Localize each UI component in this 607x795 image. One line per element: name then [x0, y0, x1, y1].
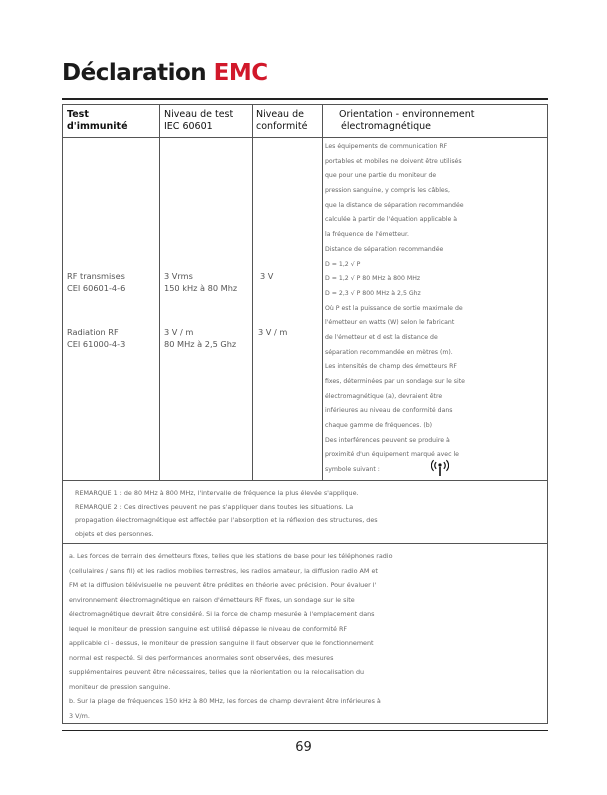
orientation-line: l'émetteur en watts (W) selon le fabricant [325, 319, 455, 327]
page-number: 69 [295, 740, 312, 755]
footnote-line: FM et la diffusion télévisuelle ne peuvent être prédites en théorie avec précision. Pour évaluer l' [69, 581, 377, 589]
footnote-line: électromagnétique devrait être considéré. Si la force de champ mesurée à l'emplacement dans [69, 610, 375, 618]
rf-radiated-name: Radiation RF CEI 61000-4-3 [67, 327, 126, 350]
orientation-line: la fréquence de l'émetteur. [325, 231, 409, 239]
col-divider-3 [322, 105, 323, 480]
orientation-line: pression sanguine, y compris les câbles, [325, 187, 450, 195]
footnote-line: a. Les forces de terrain des émetteurs fixes, telles que les stations de base pour les téléphones radio [69, 552, 393, 560]
footnote-line: environnement électromagnétique en raison d'émetteurs RF fixes, un sondage sur le site [69, 595, 355, 604]
orientation-line: que pour une partie du moniteur de [325, 172, 437, 180]
header-divider [63, 137, 547, 138]
orientation-line: de l'émetteur et d est la distance de [325, 333, 438, 341]
header-compliance-level: Niveau de conformité [256, 109, 308, 132]
orientation-line: fixes, déterminées par un sondage sur le site [325, 378, 465, 385]
note-line: REMARQUE 2 : Ces directives peuvent ne pas s'appliquer dans toutes les situations. La [75, 502, 354, 511]
footnote-line: supplémentaires peuvent être nécessaires, telles que la réorientation ou la relocalisation du [69, 668, 365, 676]
rf-radiated-compliance: 3 V / m [258, 327, 288, 337]
title-rule [62, 98, 548, 100]
orientation-line: proximité d'un équipement marqué avec le [325, 451, 459, 459]
footnote-line: normal est respecté. Si des performances anormales sont observées, des mesures [69, 653, 334, 662]
header-orientation: Orientation - environnement électromagnétique [339, 109, 475, 132]
orientation-line: chaque gamme de fréquences. (b) [325, 422, 433, 430]
orientation-line: D = 1,2 √ P 80 MHz à 800 MHz [325, 275, 421, 283]
footer-rule [62, 730, 548, 731]
orientation-line: Distance de séparation recommandée [325, 245, 444, 253]
footnote-line: moniteur de pression sanguine. [69, 682, 171, 691]
header-test-level: Niveau de test IEC 60601 [164, 109, 234, 132]
rf-conducted-name: RF transmises CEI 60601-4-6 [67, 271, 126, 294]
emc-table [62, 104, 548, 724]
orientation-line: Les intensités de champ des émetteurs RF [325, 363, 457, 371]
orientation-line: D = 2,3 √ P 800 MHz à 2,5 Ghz [325, 289, 421, 297]
orientation-line: séparation recommandée en mètres (m). [325, 348, 453, 356]
title-main: Déclaration [62, 60, 214, 86]
orientation-line: symbole suivant : [325, 466, 380, 474]
col-divider-2 [252, 105, 253, 480]
footnote-line: 3 V/m. [69, 711, 90, 720]
page-title [62, 60, 268, 86]
table-footnotes [69, 549, 393, 723]
rf-conducted-compliance: 3 V [260, 271, 274, 281]
footnote-line: b. Sur la plage de fréquences 150 kHz à 80 MHz, les forces de champ devraient être inférieures à [69, 697, 381, 705]
footnote-line: (cellulaires / sans fil) et les radios mobiles terrestres, les radios amateur, la diffusion radio AM et [69, 566, 378, 575]
footnote-line: applicable ci - dessus, le moniteur de pression sanguine il faut observer que le fonctionnement [69, 639, 374, 647]
orientation-line: Les équipements de communication RF [325, 143, 448, 150]
rf-conducted-level: 3 Vrms 150 kHz à 80 Mhz [164, 271, 238, 294]
non-ionizing-radiation-icon [431, 459, 449, 477]
col-divider-1 [159, 105, 160, 480]
orientation-line: Où P est la puissance de sortie maximale de [325, 304, 463, 312]
note-line: objets et des personnes. [75, 529, 154, 538]
orientation-line: D = 1,2 √ P [325, 260, 361, 268]
orientation-line: inférieures au niveau de conformité dans [325, 407, 453, 415]
orientation-text [325, 140, 465, 478]
table-notes [75, 487, 378, 541]
orientation-line: calculée à partir de l'équation applicable à [325, 216, 458, 224]
footnote-line: lequel le moniteur de pression sanguine est utilisé dépasse le niveau de conformité RF [69, 624, 348, 633]
orientation-line: électromagnétique (a), devraient être [325, 392, 443, 400]
note-line: REMARQUE 1 : de 80 MHz à 800 MHz, l'intervalle de fréquence la plus élevée s'applique. [75, 489, 359, 497]
header-test: Test d'immunité [67, 109, 128, 132]
orientation-line: que la distance de séparation recommandée [325, 201, 464, 209]
notes2-divider [63, 543, 547, 544]
orientation-line: portables et mobiles ne doivent être utilisés [325, 157, 462, 165]
orientation-line: Des interférences peuvent se produire à [325, 436, 450, 444]
note-line: propagation électromagnétique est affectée par l'absorption et la réflexion des structures, des [75, 516, 378, 525]
notes-divider [63, 480, 547, 481]
title-accent: EMC [213, 60, 268, 86]
rf-radiated-level: 3 V / m 80 MHz à 2,5 Ghz [164, 327, 237, 350]
